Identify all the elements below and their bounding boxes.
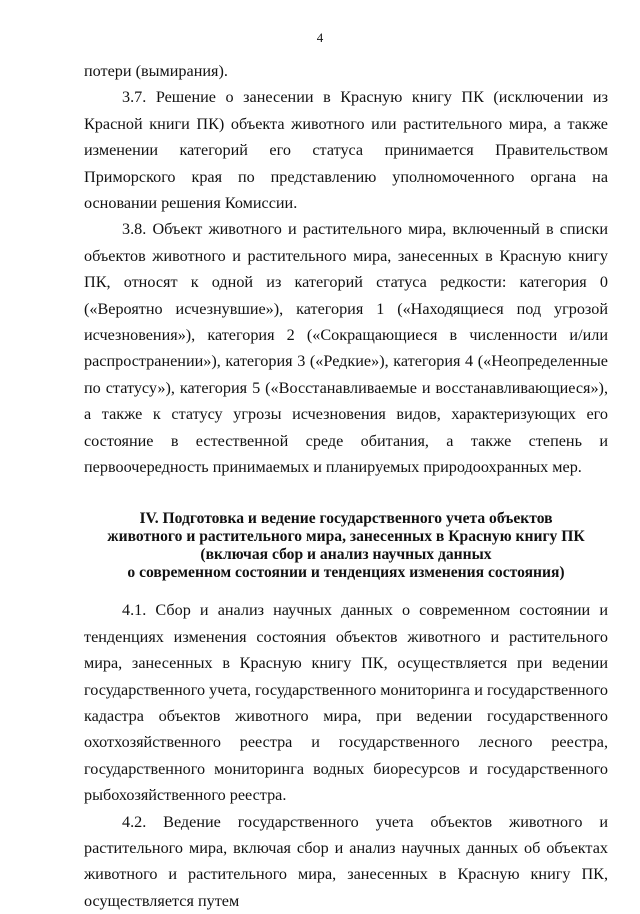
- paragraph-3-7: 3.7. Решение о занесении в Красную книгу ПК (исключении из Красной книги ПК) объекта животного или растительного мира, а также изменении категорий его статуса принимается Правительством Приморского края по представлению уполномоченного органа на основании решения Комиссии.: [84, 88, 608, 213]
- paragraph-continuation: потери (вымирания).: [84, 62, 228, 80]
- section-heading-line: животного и растительного мира, занесенных в Красную книгу ПК: [107, 527, 585, 545]
- section-heading-line: IV. Подготовка и ведение государственного учета объектов: [139, 509, 553, 527]
- paragraph-4-2: 4.2. Ведение государственного учета объектов животного и растительного мира, включая сбор и анализ научных данных об объектах животного и растительного мира, занесенных в Красную книгу ПК, осуществляется путем: [84, 812, 608, 910]
- section-heading-line: о современном состоянии и тенденциях изменения состояния): [127, 564, 565, 582]
- document-body: [84, 58, 608, 914]
- section-heading-line: (включая сбор и анализ научных данных: [200, 545, 492, 563]
- paragraph-4-1: 4.1. Сбор и анализ научных данных о современном состоянии и тенденциях изменения состояния объектов животного и растительного мира, занесенных в Красную книгу ПК, осуществляется при ведении государственного учета, государственного мониторинга и государственного кадастра объектов животного мира, при ведении государственного охотхозяйственного реестра и государственного лесного реестра, государственного мониторинга водных биоресурсов и государственного рыбохозяйственного реестра.: [84, 601, 608, 805]
- page-number: 4: [316, 30, 324, 45]
- paragraph-3-8: 3.8. Объект животного и растительного мира, включенный в списки объектов животного и растительного мира, занесенных в Красную книгу ПК, относят к одной из категорий статуса редкости: категория 0 («Вероятно исчезнувшие»), категория 1 («Находящиеся под угрозой исчезновения»), категория 2 («Сокращающиеся в численности и/или распространении»), категория 3 («Редкие»), категория 4 («Неопределенные по статусу»), категория 5 («Восстанавливаемые и восстанавливающиеся»), а также к статусу угрозы исчезновения видов, характеризующих его состояние в естественной среде обитания, а также степень и первоочередность принимаемых и планируемых природоохранных мер.: [84, 220, 608, 477]
- section-heading-iv: [84, 510, 608, 583]
